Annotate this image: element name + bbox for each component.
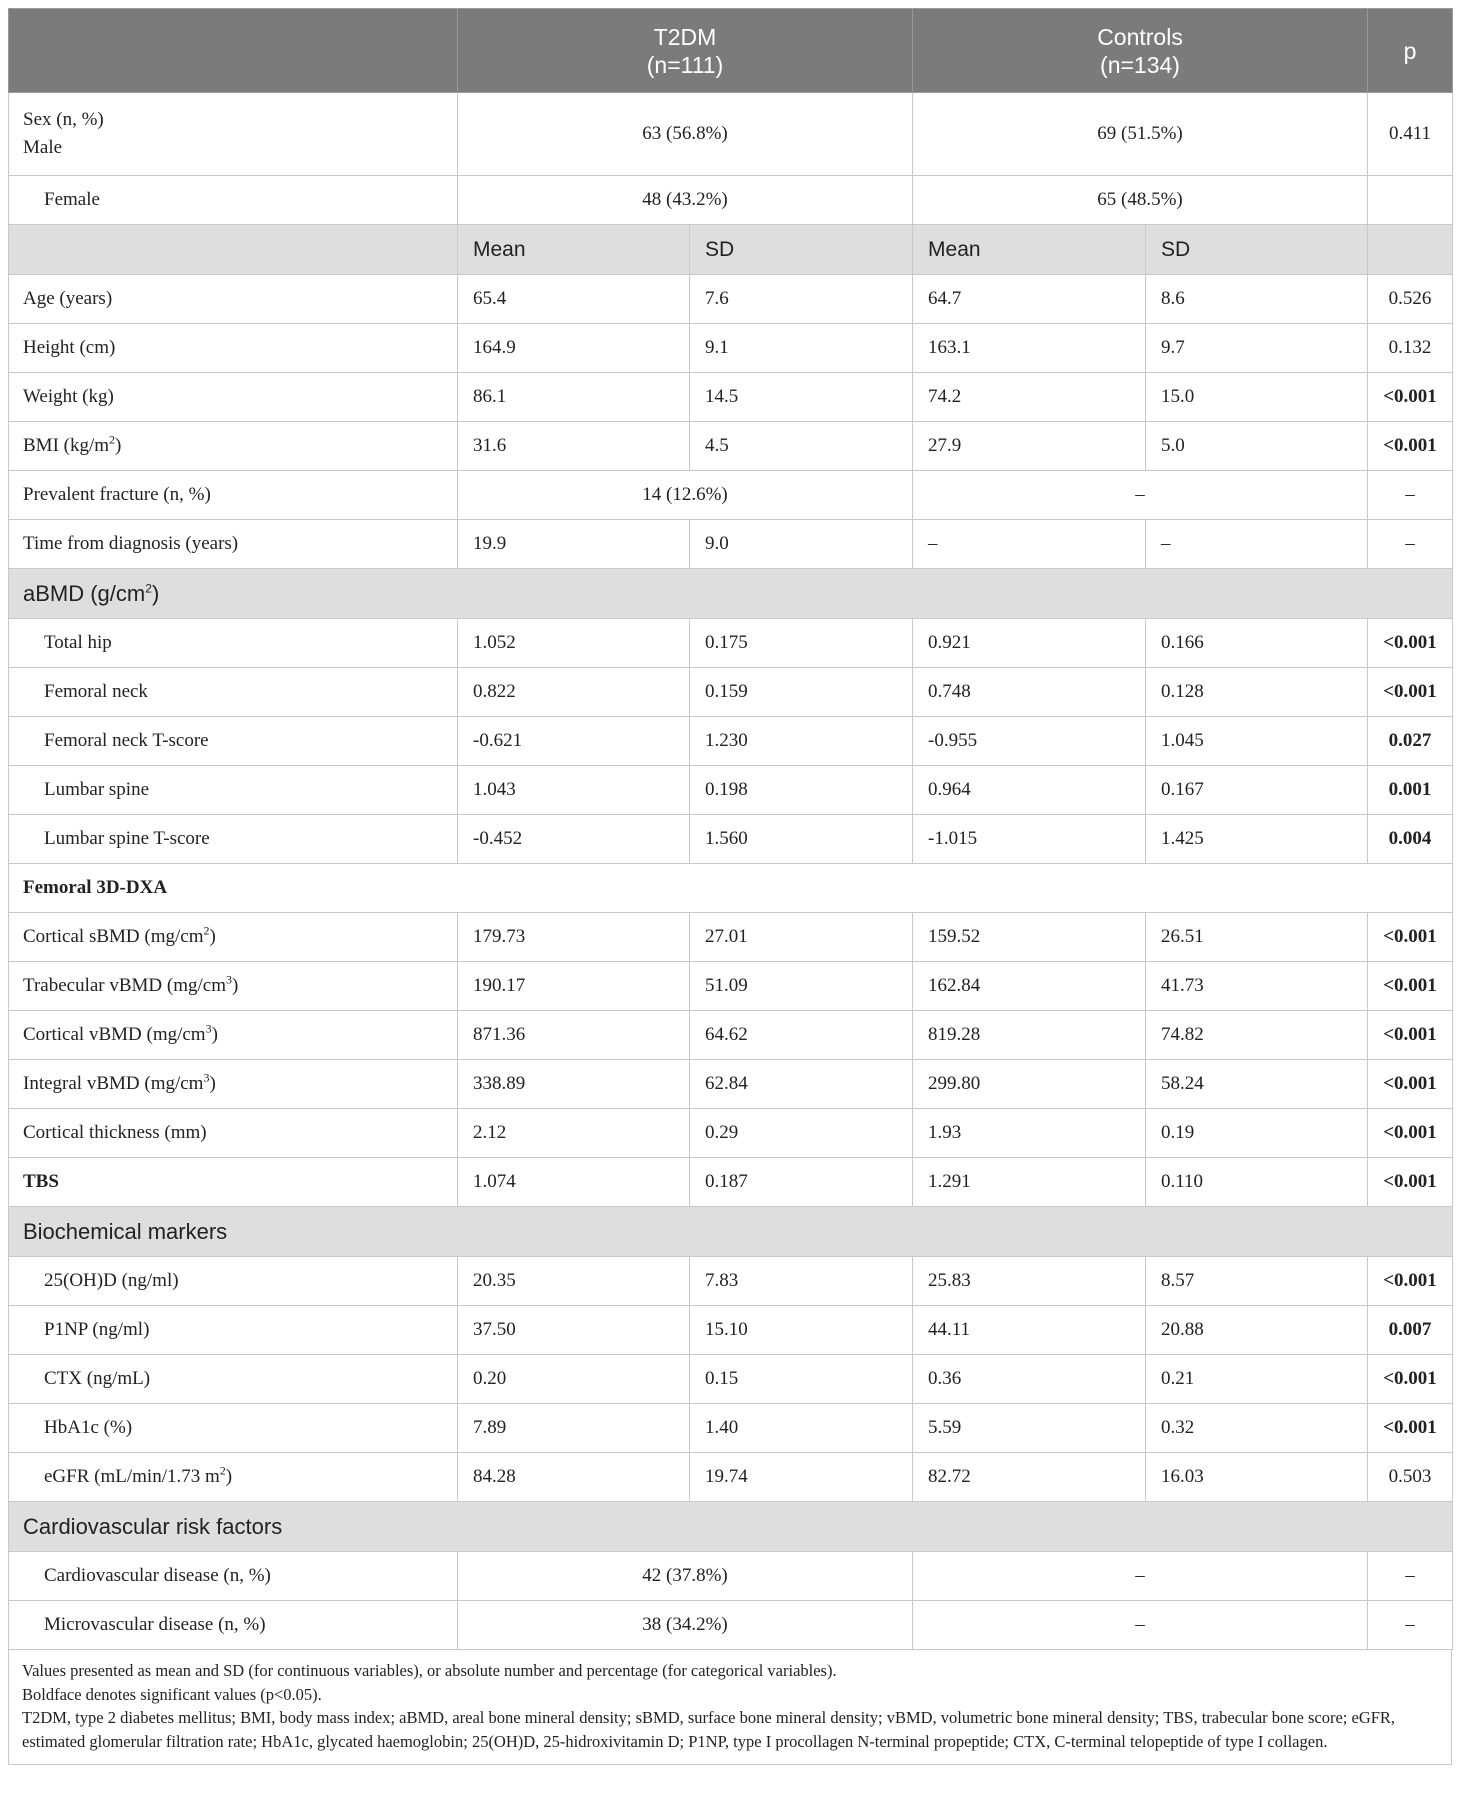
- section-title-text: aBMD (g/cm: [23, 580, 146, 606]
- cell-p: <0.001: [1368, 373, 1453, 422]
- cell-t2dm: 14 (12.6%): [458, 471, 913, 520]
- cell-controls-sd: 0.32: [1146, 1404, 1368, 1453]
- table-row: [9, 717, 1453, 766]
- cell-controls-sd: 0.166: [1146, 619, 1368, 668]
- row-label-text: Cortical thickness (mm): [23, 1122, 207, 1143]
- cell-t2dm-mean: 179.73: [458, 913, 690, 962]
- cell-t2dm-mean: 871.36: [458, 1011, 690, 1060]
- cell-controls-sd: 20.88: [1146, 1306, 1368, 1355]
- row-label-text: Integral vBMD (mg/cm: [23, 1073, 204, 1094]
- footnote-1: Values presented as mean and SD (for continuous variables), or absolute number and percentage (for categorical variables).: [22, 1661, 837, 1680]
- cell-controls-mean: 27.9: [913, 422, 1146, 471]
- cell-controls-mean: 1.291: [913, 1158, 1146, 1207]
- cell-t2dm-sd: 19.74: [690, 1453, 913, 1502]
- cell-p: 0.503: [1368, 1453, 1453, 1502]
- cell-t2dm-sd: 1.230: [690, 717, 913, 766]
- subheader-mean-controls: Mean: [913, 225, 1146, 275]
- row-label: [9, 373, 458, 422]
- cell-t2dm-sd: 0.175: [690, 619, 913, 668]
- cell-t2dm-sd: 9.1: [690, 324, 913, 373]
- cell-t2dm-mean: 31.6: [458, 422, 690, 471]
- row-label-superscript: 2: [203, 923, 210, 938]
- section-title: [9, 569, 1453, 619]
- cell-p: <0.001: [1368, 1011, 1453, 1060]
- row-label-text: Height (cm): [23, 337, 116, 358]
- cell-p: <0.001: [1368, 422, 1453, 471]
- row-label-suffix: ): [232, 975, 239, 996]
- cell-t2dm-sd: 4.5: [690, 422, 913, 471]
- header-t2dm: [458, 9, 913, 93]
- row-label-superscript: 2: [109, 432, 116, 447]
- cell-controls-mean: 0.921: [913, 619, 1146, 668]
- table-row: [9, 1306, 1453, 1355]
- cell-t2dm-sd: 0.159: [690, 668, 913, 717]
- cell-t2dm-sd: 0.187: [690, 1158, 913, 1207]
- cell-p: 0.004: [1368, 815, 1453, 864]
- cell-t2dm-mean: 19.9: [458, 520, 690, 569]
- cell-t2dm-mean: 7.89: [458, 1404, 690, 1453]
- row-label-suffix: ): [209, 926, 216, 947]
- cell-controls-mean: 64.7: [913, 275, 1146, 324]
- subheader-sd-t2dm: SD: [690, 225, 913, 275]
- cell-p: 0.027: [1368, 717, 1453, 766]
- row-label-superscript: 2: [219, 1463, 226, 1478]
- cell-p: <0.001: [1368, 913, 1453, 962]
- cell-controls-mean: 159.52: [913, 913, 1146, 962]
- cell-controls-sd: 15.0: [1146, 373, 1368, 422]
- row-label-text: Femoral neck T-score: [44, 730, 209, 751]
- cell-controls-mean: 0.964: [913, 766, 1146, 815]
- row-label-superscript: 3: [205, 1021, 212, 1036]
- row-label-text: eGFR (mL/min/1.73 m: [44, 1466, 220, 1487]
- table-row-sex-male: [9, 93, 1453, 176]
- footnote-2: Boldface denotes significant values (p<0.05).: [22, 1684, 322, 1704]
- table-row: [9, 1552, 1453, 1601]
- table-row: [9, 1453, 1453, 1502]
- cell-controls-mean: 819.28: [913, 1011, 1146, 1060]
- row-label-text: HbA1c (%): [44, 1417, 133, 1438]
- table-row: [9, 1158, 1453, 1207]
- subheader-sd-controls: SD: [1146, 225, 1368, 275]
- cell-t2dm-sd: 0.29: [690, 1109, 913, 1158]
- subheader-mean-t2dm: Mean: [458, 225, 690, 275]
- cell-controls-sd: 8.6: [1146, 275, 1368, 324]
- cell-t2dm-sd: 51.09: [690, 962, 913, 1011]
- cell-controls-sd: 0.128: [1146, 668, 1368, 717]
- section-header-row: [9, 1502, 1453, 1552]
- table-row: [9, 1355, 1453, 1404]
- cell-t2dm-sd: 14.5: [690, 373, 913, 422]
- cell-t2dm: 48 (43.2%): [458, 176, 913, 225]
- row-label: Microvascular disease (n, %): [9, 1601, 458, 1650]
- cell-controls-mean: 5.59: [913, 1404, 1146, 1453]
- header-t2dm-label: T2DM: [653, 23, 717, 50]
- section-title: [9, 864, 1453, 913]
- cell-controls-sd: 26.51: [1146, 913, 1368, 962]
- table-row: [9, 471, 1453, 520]
- data-table-container: [8, 8, 1452, 1765]
- row-label: [9, 1158, 458, 1207]
- cell-p: 0.132: [1368, 324, 1453, 373]
- cell-controls: –: [913, 1601, 1368, 1650]
- table-row: [9, 422, 1453, 471]
- table-row: [9, 1011, 1453, 1060]
- cell-controls-mean: 0.748: [913, 668, 1146, 717]
- cell-p: <0.001: [1368, 1355, 1453, 1404]
- row-label: [9, 668, 458, 717]
- table-row: [9, 520, 1453, 569]
- section-title-suffix: ): [151, 580, 160, 606]
- header-controls-label: Controls: [1097, 23, 1183, 50]
- cell-t2dm: 63 (56.8%): [458, 93, 913, 176]
- row-label: [9, 275, 458, 324]
- male-label: Male: [23, 137, 63, 158]
- cell-t2dm-mean: 84.28: [458, 1453, 690, 1502]
- cell-t2dm-sd: 15.10: [690, 1306, 913, 1355]
- cell-t2dm-sd: 9.0: [690, 520, 913, 569]
- section-title-text: Biochemical markers: [23, 1218, 228, 1244]
- row-label-text: Cortical sBMD (mg/cm: [23, 926, 204, 947]
- table-row: [9, 668, 1453, 717]
- row-label-text: Trabecular vBMD (mg/cm: [23, 975, 226, 996]
- cell-p: –: [1368, 1601, 1453, 1650]
- cell-p: <0.001: [1368, 1109, 1453, 1158]
- row-label: [9, 619, 458, 668]
- cell-controls-mean: 44.11: [913, 1306, 1146, 1355]
- row-label-suffix: ): [115, 435, 122, 456]
- row-label-text: Age (years): [23, 288, 113, 309]
- header-blank: [9, 9, 458, 93]
- row-label-text: Weight (kg): [23, 386, 114, 407]
- cell-t2dm-mean: 1.052: [458, 619, 690, 668]
- row-label-text: Cortical vBMD (mg/cm: [23, 1024, 206, 1045]
- cell-p: <0.001: [1368, 962, 1453, 1011]
- table-row: [9, 324, 1453, 373]
- row-label: [9, 1011, 458, 1060]
- cell-controls-mean: 163.1: [913, 324, 1146, 373]
- cell-controls-mean: 74.2: [913, 373, 1146, 422]
- cell-controls-sd: 74.82: [1146, 1011, 1368, 1060]
- section-title: [9, 1502, 1453, 1552]
- cell-controls-sd: 0.167: [1146, 766, 1368, 815]
- table-row: [9, 1060, 1453, 1109]
- cell-p: <0.001: [1368, 1257, 1453, 1306]
- cell-p: [1368, 176, 1453, 225]
- row-label: [9, 1404, 458, 1453]
- row-label: [9, 324, 458, 373]
- cell-t2dm-mean: 164.9: [458, 324, 690, 373]
- cell-p: <0.001: [1368, 668, 1453, 717]
- header-controls-n: (n=134): [1100, 51, 1180, 78]
- cell-t2dm-sd: 64.62: [690, 1011, 913, 1060]
- row-label: [9, 717, 458, 766]
- cell-t2dm-sd: 27.01: [690, 913, 913, 962]
- cell-controls-mean: -1.015: [913, 815, 1146, 864]
- row-label: [9, 1355, 458, 1404]
- row-label-text: 25(OH)D (ng/ml): [44, 1270, 179, 1291]
- subheader-p-blank: [1368, 225, 1453, 275]
- cell-p: 0.001: [1368, 766, 1453, 815]
- footnote-3: T2DM, type 2 diabetes mellitus; BMI, body mass index; aBMD, areal bone mineral density; sBMD, surface bone mineral density; vBMD, volumetric bone mineral density; TBS, trabecular bone score; eGFR, estimated glomerular filtration rate; HbA1c, glycated haemoglobin; 25(OH)D, 25-hidroxivitamin D; P1NP, type I procollagen N-terminal propeptide; CTX, C-terminal telopeptide of type I collagen.: [22, 1708, 1396, 1751]
- cell-t2dm-sd: 0.15: [690, 1355, 913, 1404]
- table-row: [9, 815, 1453, 864]
- section-title: [9, 1207, 1453, 1257]
- cell-t2dm-mean: 1.074: [458, 1158, 690, 1207]
- cell-t2dm-mean: 2.12: [458, 1109, 690, 1158]
- table-row: [9, 275, 1453, 324]
- cell-t2dm-mean: 0.20: [458, 1355, 690, 1404]
- row-label-suffix: ): [209, 1073, 216, 1094]
- row-label: [9, 815, 458, 864]
- table-row: [9, 373, 1453, 422]
- cell-controls-mean: 162.84: [913, 962, 1146, 1011]
- row-label-text: Time from diagnosis (years): [23, 533, 239, 554]
- row-label-suffix: ): [211, 1024, 218, 1045]
- cell-t2dm-mean: 338.89: [458, 1060, 690, 1109]
- cell-p: <0.001: [1368, 1158, 1453, 1207]
- row-label: [9, 93, 458, 176]
- cell-t2dm: 38 (34.2%): [458, 1601, 913, 1650]
- sex-label: Sex (n, %): [23, 109, 104, 130]
- cell-t2dm-sd: 7.6: [690, 275, 913, 324]
- cell-t2dm-sd: 0.198: [690, 766, 913, 815]
- cell-t2dm-mean: 86.1: [458, 373, 690, 422]
- cell-t2dm-mean: 1.043: [458, 766, 690, 815]
- table-header-row: [9, 9, 1453, 93]
- row-label: [9, 913, 458, 962]
- row-label: Female: [9, 176, 458, 225]
- cell-controls: –: [913, 1552, 1368, 1601]
- cell-t2dm-mean: -0.452: [458, 815, 690, 864]
- row-label-text: BMI (kg/m: [23, 435, 110, 456]
- cell-t2dm-mean: 65.4: [458, 275, 690, 324]
- table-row: [9, 1601, 1453, 1650]
- cell-p: 0.007: [1368, 1306, 1453, 1355]
- row-label-text: CTX (ng/mL): [44, 1368, 151, 1389]
- row-label: [9, 1306, 458, 1355]
- cell-controls-sd: 5.0: [1146, 422, 1368, 471]
- row-label-suffix: ): [225, 1466, 233, 1487]
- cell-controls-sd: 8.57: [1146, 1257, 1368, 1306]
- cell-t2dm-sd: 62.84: [690, 1060, 913, 1109]
- cell-controls-mean: –: [913, 520, 1146, 569]
- row-label: [9, 1060, 458, 1109]
- table-row-sex-female: [9, 176, 1453, 225]
- row-label: [9, 1257, 458, 1306]
- cell-controls-sd: 9.7: [1146, 324, 1368, 373]
- section-title-superscript: 2: [145, 581, 152, 596]
- row-label: [9, 962, 458, 1011]
- cell-p: <0.001: [1368, 1060, 1453, 1109]
- row-label: [9, 766, 458, 815]
- table-row: [9, 766, 1453, 815]
- cell-t2dm-mean: 190.17: [458, 962, 690, 1011]
- cell-controls-sd: 1.045: [1146, 717, 1368, 766]
- table-row: [9, 1109, 1453, 1158]
- row-label-text: Lumbar spine: [44, 779, 150, 800]
- cell-controls: 69 (51.5%): [913, 93, 1368, 176]
- cell-controls-sd: 1.425: [1146, 815, 1368, 864]
- cell-p: 0.526: [1368, 275, 1453, 324]
- cell-p: <0.001: [1368, 1404, 1453, 1453]
- cell-controls-sd: 0.21: [1146, 1355, 1368, 1404]
- section-title-text: Cardiovascular risk factors: [23, 1513, 283, 1539]
- cell-t2dm-mean: -0.621: [458, 717, 690, 766]
- row-label-superscript: 3: [226, 972, 232, 987]
- cell-controls-sd: 41.73: [1146, 962, 1368, 1011]
- cell-p: <0.001: [1368, 619, 1453, 668]
- section-title-text: Femoral 3D-DXA: [23, 877, 168, 898]
- cell-p: –: [1368, 1552, 1453, 1601]
- table-row: [9, 913, 1453, 962]
- row-label-text: Total hip: [44, 632, 112, 653]
- data-table: [8, 8, 1453, 1650]
- cell-t2dm-sd: 7.83: [690, 1257, 913, 1306]
- cell-controls-mean: 1.93: [913, 1109, 1146, 1158]
- subheader-blank: [9, 225, 458, 275]
- cell-p: –: [1368, 520, 1453, 569]
- cell-p: 0.411: [1368, 93, 1453, 176]
- row-label: Prevalent fracture (n, %): [9, 471, 458, 520]
- table-row: [9, 1257, 1453, 1306]
- cell-t2dm-mean: 20.35: [458, 1257, 690, 1306]
- row-label: [9, 520, 458, 569]
- cell-controls-sd: 0.19: [1146, 1109, 1368, 1158]
- section-header-row: [9, 569, 1453, 619]
- cell-t2dm-mean: 37.50: [458, 1306, 690, 1355]
- cell-controls-mean: -0.955: [913, 717, 1146, 766]
- section-header-row: [9, 864, 1453, 913]
- cell-t2dm: 42 (37.8%): [458, 1552, 913, 1601]
- row-label: [9, 1453, 458, 1502]
- cell-controls: –: [913, 471, 1368, 520]
- table-row: [9, 1404, 1453, 1453]
- cell-p: –: [1368, 471, 1453, 520]
- table-row: [9, 962, 1453, 1011]
- table-row: [9, 619, 1453, 668]
- cell-controls-mean: 299.80: [913, 1060, 1146, 1109]
- row-label-text: P1NP (ng/ml): [44, 1319, 150, 1340]
- table-footnotes: [8, 1650, 1452, 1765]
- header-t2dm-n: (n=111): [646, 51, 724, 78]
- subheader-row: [9, 225, 1453, 275]
- cell-t2dm-sd: 1.40: [690, 1404, 913, 1453]
- cell-controls-sd: 16.03: [1146, 1453, 1368, 1502]
- row-label-text: Lumbar spine T-score: [44, 828, 210, 849]
- row-label-text: TBS: [23, 1171, 59, 1192]
- row-label-superscript: 3: [203, 1070, 210, 1085]
- cell-controls-mean: 0.36: [913, 1355, 1146, 1404]
- cell-t2dm-sd: 1.560: [690, 815, 913, 864]
- section-header-row: [9, 1207, 1453, 1257]
- row-label: [9, 1109, 458, 1158]
- header-p: p: [1368, 9, 1453, 93]
- cell-t2dm-mean: 0.822: [458, 668, 690, 717]
- cell-controls-mean: 82.72: [913, 1453, 1146, 1502]
- row-label-text: Femoral neck: [44, 681, 148, 702]
- cell-controls-mean: 25.83: [913, 1257, 1146, 1306]
- cell-controls: 65 (48.5%): [913, 176, 1368, 225]
- cell-controls-sd: –: [1146, 520, 1368, 569]
- row-label: Cardiovascular disease (n, %): [9, 1552, 458, 1601]
- cell-controls-sd: 58.24: [1146, 1060, 1368, 1109]
- cell-controls-sd: 0.110: [1146, 1158, 1368, 1207]
- header-controls: [913, 9, 1368, 93]
- row-label: [9, 422, 458, 471]
